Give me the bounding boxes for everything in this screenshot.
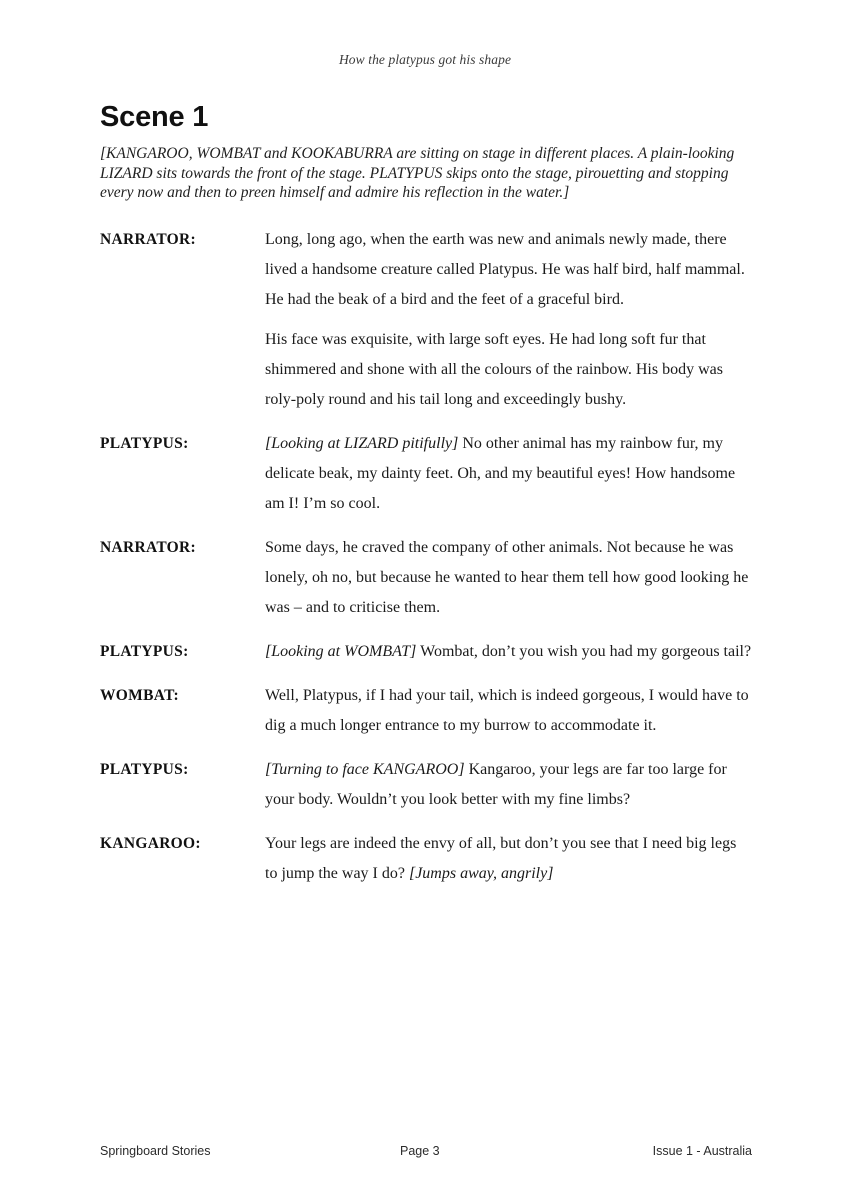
speech-body: His face was exquisite, with large soft eyes. He had long soft fur that shimmered and shone with all the colours of the rainbow. His body was roly-poly round and his tail long and exceedingly bushy.	[265, 330, 723, 408]
speech-text	[265, 225, 752, 415]
speech-paragraph	[265, 429, 752, 519]
dialogue-row	[100, 681, 752, 741]
speech-paragraph	[265, 225, 752, 315]
page-title: Scene 1	[100, 101, 209, 133]
speech-text	[265, 429, 752, 519]
dialogue-row	[100, 829, 752, 889]
speech-text	[265, 755, 752, 815]
speaker-label: PLATYPUS:	[100, 642, 189, 660]
speaker-label: KANGAROO:	[100, 834, 201, 852]
speaker-label: NARRATOR:	[100, 230, 196, 248]
speech-paragraph	[265, 325, 752, 415]
speaker-label: PLATYPUS:	[100, 760, 189, 778]
speech-body: Well, Platypus, if I had your tail, which is indeed gorgeous, I would have to dig a much longer entrance to my burrow to accommodate it.	[265, 686, 749, 734]
speech-body: Kangaroo, your legs are far too large for your body. Wouldn’t you look better with my fine limbs?	[265, 760, 727, 808]
dialogue-list	[100, 225, 752, 889]
speech-text	[265, 533, 752, 623]
speech-body: No other animal has my rainbow fur, my delicate beak, my dainty feet. Oh, and my beautiful eyes! How handsome am I! I’m so cool.	[265, 434, 736, 512]
dialogue-row	[100, 755, 752, 815]
speech-text	[265, 681, 752, 741]
speech-text	[265, 637, 752, 667]
speech-body: Your legs are indeed the envy of all, but don’t you see that I need big legs to jump the way I do?	[265, 834, 737, 882]
footer-issue: Issue 1 - Australia	[652, 1144, 752, 1158]
speech-paragraph	[265, 533, 752, 623]
footer-publication: Springboard Stories	[100, 1144, 211, 1158]
dialogue-row	[100, 429, 752, 519]
dialogue-row	[100, 225, 752, 415]
speech-body: Long, long ago, when the earth was new and animals newly made, there lived a handsome creature called Platypus. He was half bird, half mammal. He had the beak of a bird and the feet of a graceful bird.	[265, 230, 745, 308]
speech-paragraph	[265, 755, 752, 815]
inline-stage-direction: [Jumps away, angrily]	[408, 864, 554, 882]
scene-stage-direction: [KANGAROO, WOMBAT and KOOKABURRA are sitting on stage in different places. A plain-looking LIZARD sits towards the front of the stage. PLATYPUS skips onto the stage, pirouetting and stopping every now and then to preen himself and admire his reflection in the water.]	[100, 145, 735, 201]
speech-text	[265, 829, 752, 889]
speech-paragraph	[265, 829, 752, 889]
inline-stage-direction: [Looking at WOMBAT]	[265, 642, 417, 660]
dialogue-row	[100, 533, 752, 623]
speech-body: Wombat, don’t you wish you had my gorgeous tail?	[416, 642, 752, 660]
speech-body: Some days, he craved the company of other animals. Not because he was lonely, oh no, but because he wanted to hear them tell how good looking he was – and to criticise them.	[265, 538, 749, 616]
dialogue-row	[100, 637, 752, 667]
page-content	[100, 100, 752, 903]
running-head: How the platypus got his shape	[338, 52, 512, 67]
page-footer	[100, 1144, 752, 1158]
footer-page-number: Page 3	[400, 1144, 440, 1158]
inline-stage-direction: [Turning to face KANGAROO]	[265, 760, 465, 778]
speaker-label: WOMBAT:	[100, 686, 180, 704]
speaker-label: PLATYPUS:	[100, 434, 189, 452]
speaker-label: NARRATOR:	[100, 538, 196, 556]
speech-paragraph	[265, 681, 752, 741]
speech-paragraph	[265, 637, 752, 667]
inline-stage-direction: [Looking at LIZARD pitifully]	[265, 434, 459, 452]
